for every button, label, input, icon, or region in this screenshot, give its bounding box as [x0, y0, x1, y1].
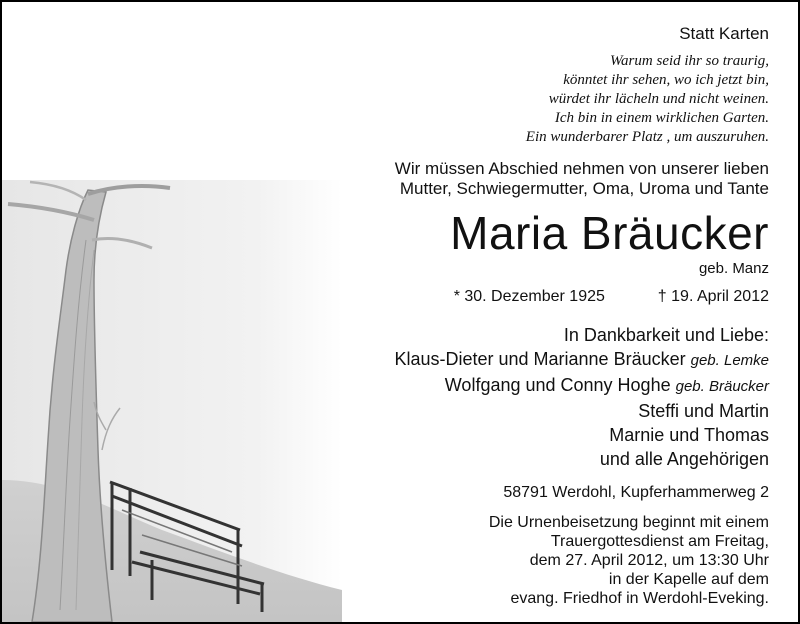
mourner-maiden-note: geb. Lemke	[690, 352, 769, 369]
poem-line: könntet ihr sehen, wo ich jetzt bin,	[563, 72, 769, 88]
tree-and-bench-illustration	[2, 180, 342, 622]
intro-text	[395, 159, 769, 199]
burial-line: dem 27. April 2012, um 13:30 Uhr	[529, 552, 769, 569]
mourners-heading: In Dankbarkeit und Liebe:	[563, 325, 769, 345]
mourners-list	[394, 323, 769, 471]
intro-line: Wir müssen Abschied nehmen von unserer lieben	[394, 159, 769, 178]
burial-line: in der Kapelle auf dem	[608, 571, 769, 588]
burial-line: Trauergottesdienst am Freitag,	[550, 533, 769, 550]
header-text: Statt Karten	[679, 24, 769, 43]
burial-info	[489, 513, 769, 608]
poem	[526, 52, 769, 147]
mourner-maiden-note: geb. Bräucker	[675, 378, 769, 395]
mourner-line	[394, 373, 769, 399]
burial-line: Die Urnenbeisetzung beginnt mit einem	[488, 514, 769, 531]
address: 58791 Werdohl, Kupferhammerweg 2	[503, 484, 769, 501]
poem-line: Ein wunderbarer Platz , um auszuruhen.	[525, 129, 769, 145]
mourner-names: Klaus-Dieter und Marianne Bräucker	[394, 349, 686, 369]
poem-line: Ich bin in einem wirklichen Garten.	[554, 110, 769, 126]
mourner-line: Steffi und Martin	[638, 401, 769, 421]
birth-date: * 30. Dezember 1925	[453, 288, 605, 305]
burial-line: evang. Friedhof in Werdohl-Eveking.	[510, 590, 769, 607]
death-date: † 19. April 2012	[657, 288, 769, 305]
mourner-names: Wolfgang und Conny Hoghe	[444, 375, 671, 395]
maiden-name: geb. Manz	[698, 260, 769, 277]
mourner-line: Marnie und Thomas	[609, 425, 769, 445]
mourner-line	[394, 347, 769, 373]
poem-line: Warum seid ihr so traurig,	[609, 53, 769, 69]
mourner-line: und alle Angehörigen	[599, 449, 769, 469]
deceased-name: Maria Bräucker	[450, 207, 769, 259]
intro-line: Mutter, Schwiegermutter, Oma, Uroma und Tante	[399, 179, 769, 198]
life-dates	[454, 288, 769, 306]
poem-line: würdet ihr lächeln und nicht weinen.	[548, 91, 769, 107]
